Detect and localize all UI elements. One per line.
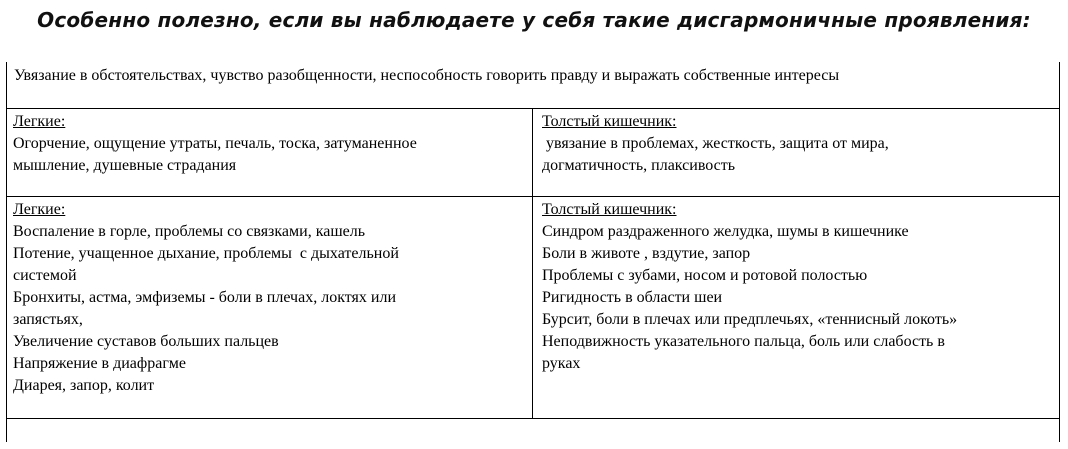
colon-emotional-cell [533,109,1059,196]
cell-line: Синдром раздраженного желудка, шумы в кишечнике [542,223,909,240]
colon-physical-cell [533,197,1059,418]
general-cell: Увязание в обстоятельствах, чувство разобщенности, неспособность говорить правду и выражать собственные интересы [14,67,840,84]
lungs-title: Легкие: [13,113,66,130]
lungs-physical-cell [7,197,533,418]
cell-line: Бронхиты, астма, эмфиземы - боли в плечах, локтях или [13,289,396,306]
symptoms-table [6,62,1060,442]
colon-title: Толстый кишечник: [542,201,677,218]
cell-line: Боли в животе , вздутие, запор [542,245,751,262]
page-heading: Особенно полезно, если вы наблюдаете у себя такие дисгармоничные проявления: [37,8,1031,32]
cell-line: запястьях, [13,311,83,328]
cell-line: Огорчение, ощущение утраты, печаль, тоска, затуманенное [13,135,417,152]
cell-line: Ригидность в области шеи [542,289,723,306]
cell-line: Потение, учащенное дыхание, проблемы с дыхательной [13,245,399,262]
cell-line: руках [542,355,581,372]
colon-title: Толстый кишечник: [542,113,677,130]
cell-line: системой [13,267,77,284]
cell-line: Диарея, запор, колит [13,377,155,394]
cell-line: Напряжение в диафрагме [13,355,186,372]
cell-line: догматичность, плаксивость [542,157,736,174]
cell-line: Воспаление в горле, проблемы со связками, кашель [13,223,366,240]
cell-line: Бурсит, боли в плечах или предплечьях, «теннисный локоть» [542,311,958,328]
lungs-title: Легкие: [13,201,66,218]
table-row-general [7,62,1059,109]
cell-line: увязание в проблемах, жесткость, защита от мира, [542,135,889,152]
cell-line: Проблемы с зубами, носом и ротовой полостью [542,267,868,284]
table-row-emotional [7,109,1059,197]
table-row-physical [7,197,1059,419]
cell-line: мышление, душевные страдания [13,157,237,174]
cell-line: Увеличение суставов больших пальцев [13,333,279,350]
lungs-emotional-cell [7,109,533,196]
cell-line: Неподвижность указательного пальца, боль или слабость в [542,333,945,350]
